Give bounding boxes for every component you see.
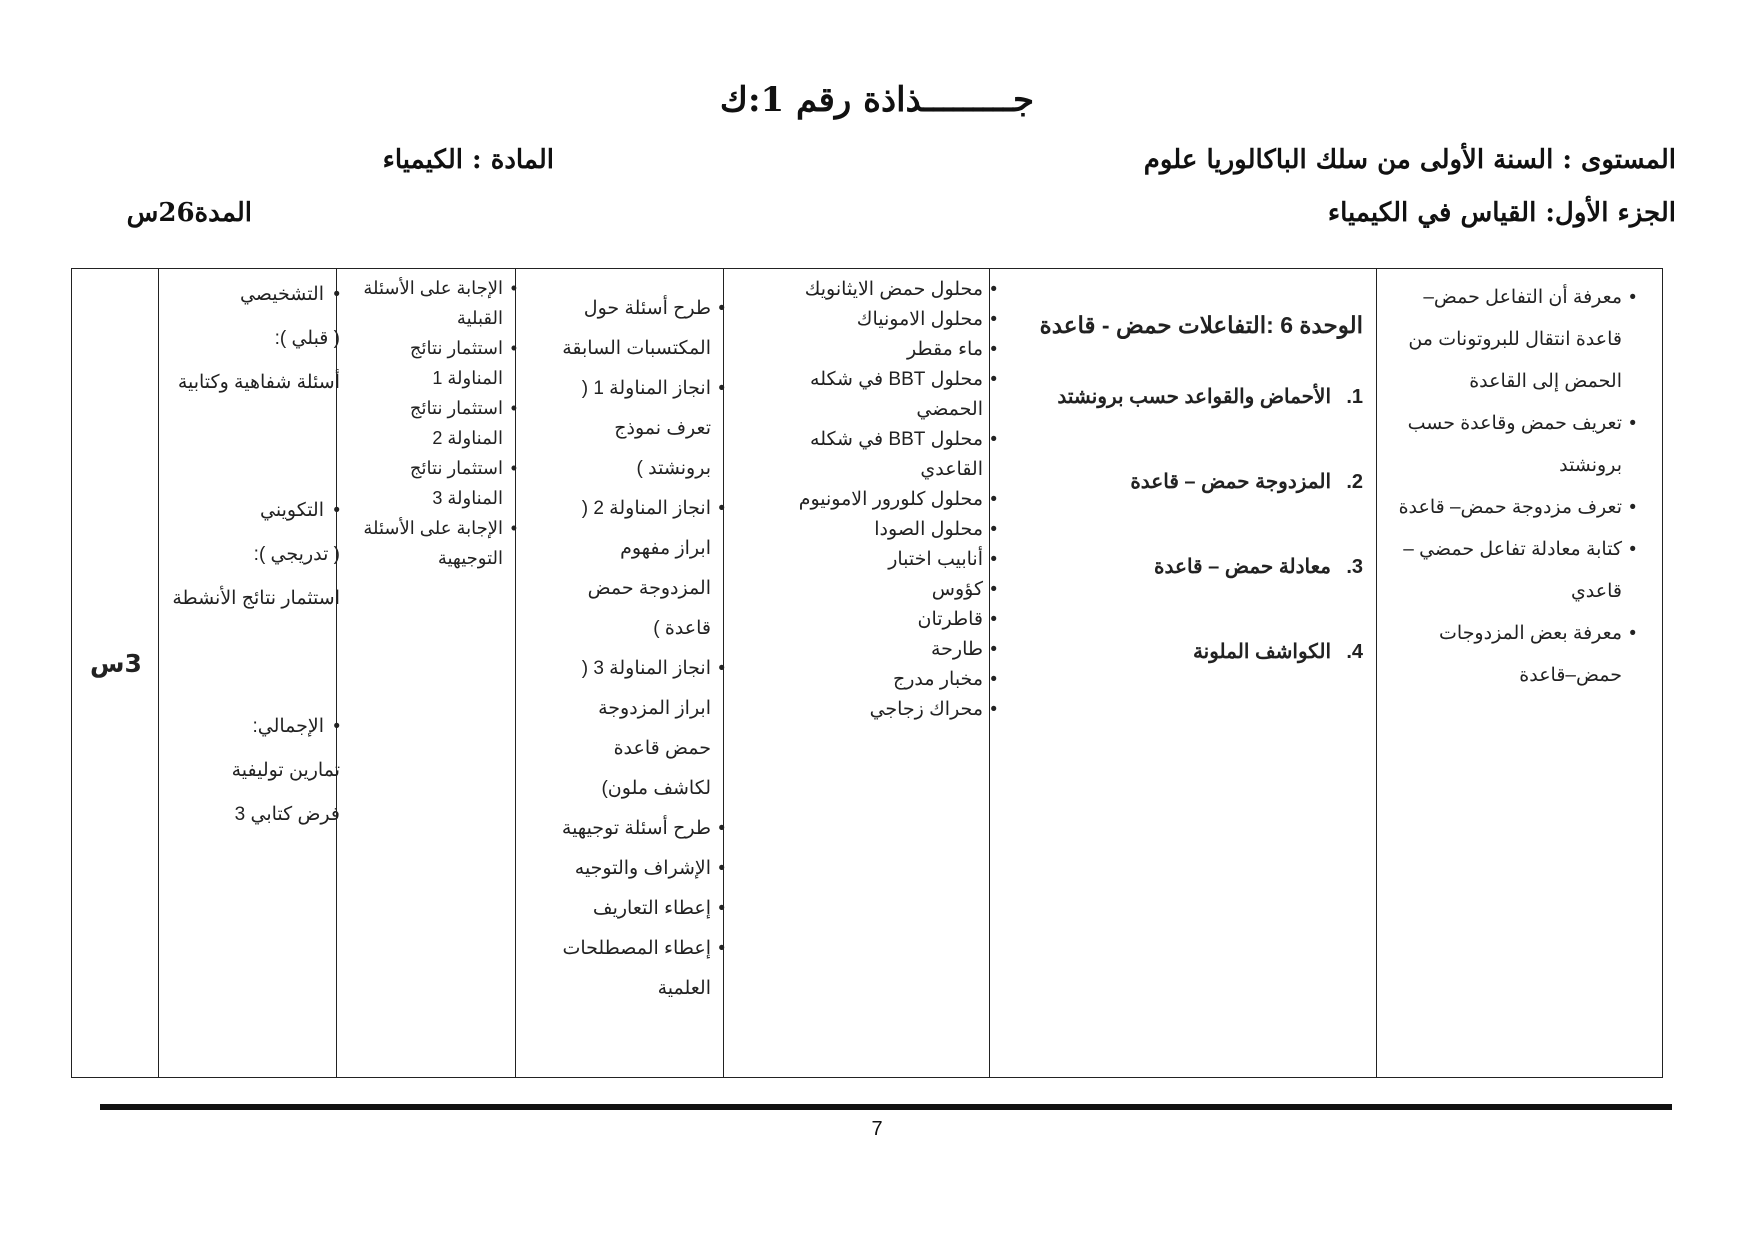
material-item: • كؤوس [752,575,997,605]
material-item: • محلول حمض الايثانويك [752,275,997,305]
evaluation-summative-detail: تمارين توليفية [231,760,340,781]
content-item-text: معادلة حمض – قاعدة [1154,556,1331,578]
teacher-activity-item: • انجاز المناولة 3 ( ابراز المزدوجة حمض قاعدة لكاشف ملون) [555,649,725,809]
objective-item: • معرفة بعض المزدوجات حمض–قاعدة [1396,613,1636,697]
learner-activity-item: • استثمار نتائج المناولة 2 [357,393,517,453]
content-cell [1001,269,1371,1077]
materials-cell [752,269,997,1077]
material-item: • محلول BBT في شكله الحمضي [752,365,997,425]
content-item-text: الكواشف الملونة [1192,641,1331,663]
content-item-text: المزدوجة حمض – قاعدة [1130,471,1331,493]
lesson-table [71,268,1663,1078]
material-item: • محلول الصودا [752,515,997,545]
material-item: • طارحة [752,635,997,665]
unit-title: الوحدة 6 :التفاعلات حمض - قاعدة [1039,312,1363,338]
teacher-activity-item: • طرح أسئلة حول المكتسبات السابقة [555,289,725,369]
content-item-number: 1. [1346,386,1363,408]
evaluation-diagnostic-detail: أسئلة شفاهية وكتابية [177,372,340,393]
evaluation-formative-detail: استثمار نتائج الأنشطة [172,588,340,609]
content-item-text: الأحماض والقواعد حسب برونشتد [1057,386,1331,408]
learner-activity-item: • الإجابة على الأسئلة التوجيهية [357,513,517,573]
objective-item: • معرفة أن التفاعل حمض– قاعدة انتقال للبروتونات من الحمض إلى القاعدة [1396,277,1636,403]
material-item: • محلول الامونياك [752,305,997,335]
evaluation-cell [170,269,340,1077]
objectives-cell [1396,269,1636,1077]
sheet-title: جـــــــــذاذة رقم 1:ك [719,80,1035,120]
content-item [1001,639,1363,724]
page-number: 7 [871,1118,883,1140]
level-label: المستوى : السنة الأولى من سلك الباكالوريا علوم [1143,145,1676,175]
teacher-activity-item: • انجاز المناولة 2 ( ابراز مفهوم المزدوجة حمض قاعدة ) [555,489,725,649]
footer-rule [100,1104,1672,1110]
content-item [1001,469,1363,554]
material-item: • ماء مقطر [752,335,997,365]
objective-item: • كتابة معادلة تفاعل حمضي – قاعدي [1396,529,1636,613]
teacher-activity-item: • انجاز المناولة 1 ( تعرف نموذج برونشتد ) [555,369,725,489]
material-item: • محراك زجاجي [752,695,997,725]
learner-activity-item: • الإجابة على الأسئلة القبلية [357,273,517,333]
column-divider [1376,269,1377,1077]
content-item [1001,554,1363,639]
teacher-activity-item: • إعطاء المصطلحات العلمية [555,929,725,1009]
teacher-activity-item: • إعطاء التعاريف [555,889,725,929]
teacher-activity-item: • طرح أسئلة توجيهية [555,809,725,849]
content-item-number: 4. [1346,641,1363,663]
content-item-number: 2. [1346,471,1363,493]
material-item: • قاطرتان [752,605,997,635]
material-item: • أنابيب اختبار [752,545,997,575]
content-item-number: 3. [1346,556,1363,578]
evaluation-summative-detail: فرض كتابي 3 [234,804,340,825]
learner-activity-item: • استثمار نتائج المناولة 3 [357,453,517,513]
teacher-activities-cell [555,269,725,1077]
objective-item: • تعرف مزدوجة حمض– قاعدة [1396,487,1636,529]
objective-item: • تعريف حمض وقاعدة حسب برونشتد [1396,403,1636,487]
part-label: الجزء الأول: القياس في الكيمياء [1327,198,1676,228]
material-item: • محلول كلورور الامونيوم [752,485,997,515]
evaluation-diagnostic-sub: ( قبلي ): [274,328,340,349]
material-item: • مخبار مدرج [752,665,997,695]
duration-label: المدة26س [126,198,252,228]
evaluation-formative: • التكويني [170,489,340,533]
material-item: • محلول BBT في شكله القاعدي [752,425,997,485]
evaluation-formative-sub: ( تدريجي ): [253,544,340,565]
duration-cell: 3س [90,649,142,678]
learner-activities-cell [357,269,517,1077]
evaluation-diagnostic: • التشخيصي [170,273,340,317]
evaluation-summative: • الإجمالي: [170,705,340,749]
teacher-activity-item: • الإشراف والتوجيه [555,849,725,889]
content-item [1001,384,1363,469]
subject-label: المادة : الكيمياء [382,145,554,175]
learner-activity-item: • استثمار نتائج المناولة 1 [357,333,517,393]
